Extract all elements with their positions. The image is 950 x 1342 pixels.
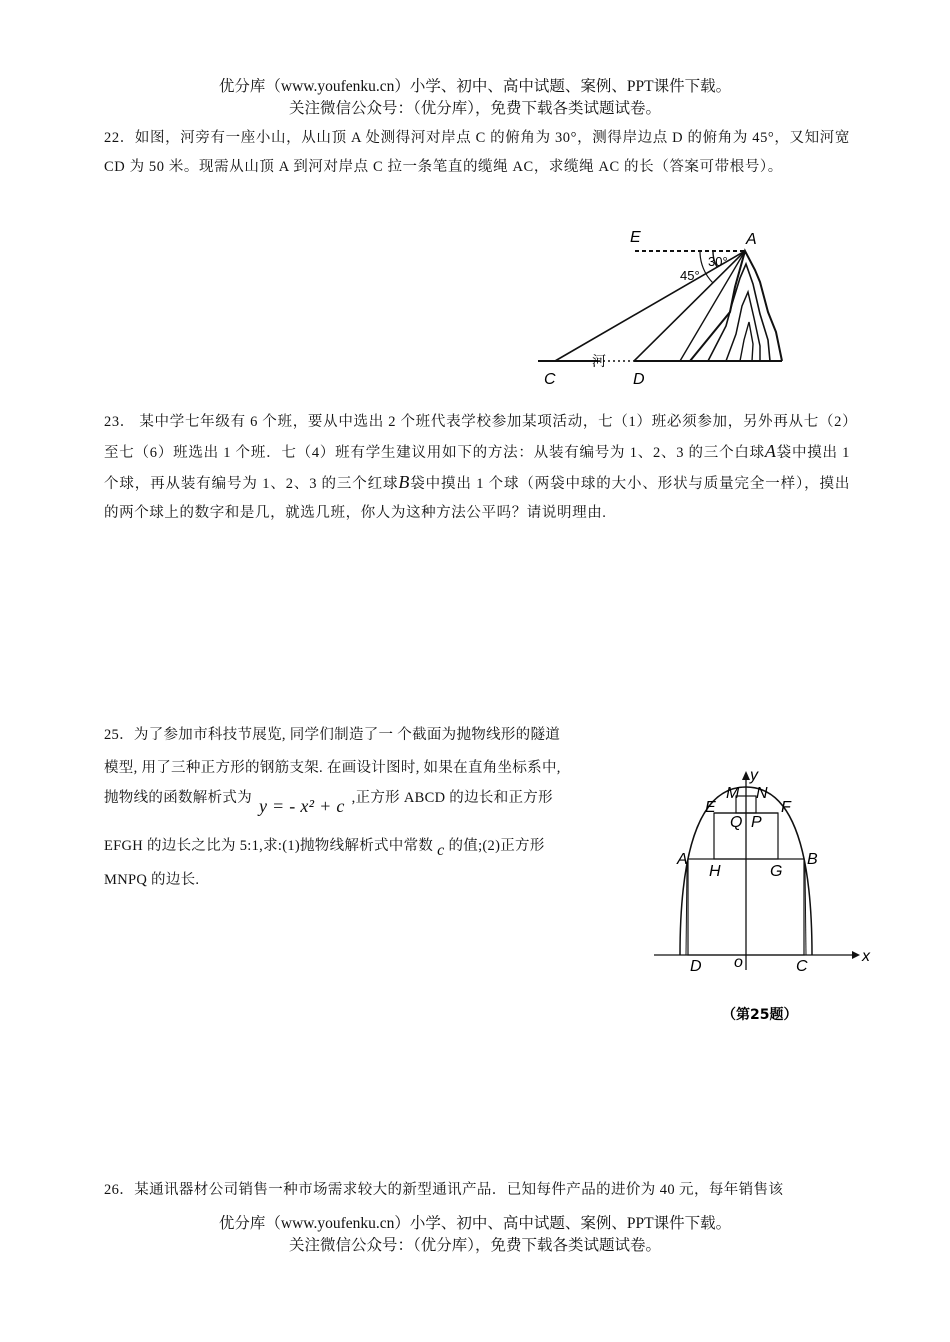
label-D25: D xyxy=(690,958,702,975)
label-C: C xyxy=(544,371,556,388)
question-25-line-2: 模型, 用了三种正方形的钢筋支架. 在画设计图时, 如果在直角坐标系中, xyxy=(104,760,561,776)
label-D: D xyxy=(633,371,645,388)
label-H: H xyxy=(709,863,721,880)
label-G: G xyxy=(770,863,783,880)
question-22-figure xyxy=(530,222,800,392)
river-label: 河 xyxy=(592,354,606,370)
label-E: E xyxy=(630,229,641,246)
variable-A: A xyxy=(764,441,777,461)
question-23-part-b: 袋中摸出 1 个球，再从装有编号为 1、2、3 的三个红球 xyxy=(104,445,850,492)
question-25-line-4 xyxy=(104,834,545,859)
label-N: N xyxy=(756,785,768,802)
label-x: x xyxy=(862,948,870,965)
question-23-part-a: 23． 某中学七年级有 6 个班，要从中选出 2 个班代表学校参加某项活动，七（1）班必须参加，另外再从七（2）至七（6）班选出 1 个班．七（4）班有学生建议用如下的方法：从装有编号为 1、2、3 的三个白球 xyxy=(104,414,850,461)
question-25-line-4a: EFGH 的边长之比为 5:1,求:(1)抛物线解析式中常数 xyxy=(104,838,434,854)
parabola-formula: y = - x² + c xyxy=(258,796,345,816)
label-Q: Q xyxy=(730,814,743,831)
header-line-2: 关注微信公众号：（优分库），免费下载各类试题试卷。 xyxy=(288,100,661,117)
label-B25: B xyxy=(807,851,818,868)
question-25-line-3 xyxy=(104,786,553,816)
angle-45-label: 45° xyxy=(680,268,700,283)
label-C25: C xyxy=(796,958,808,975)
question-25-line-5: MNPQ 的边长. xyxy=(104,872,200,888)
variable-B: B xyxy=(398,472,411,492)
label-A25: A xyxy=(677,851,688,868)
footer-line-1: 优分库（www.youfenku.cn）小学、初中、高中试题、案例、PPT课件下载。 xyxy=(218,1215,732,1232)
question-25-line-3a: 抛物线的函数解析式为 xyxy=(104,790,252,806)
variable-c: c xyxy=(437,842,445,859)
question-25-line-1: 25．为了参加市科技节展览, 同学们制造了一 个截面为抛物线形的隧道 xyxy=(104,727,561,743)
question-25-figure xyxy=(650,765,875,1030)
header-line-1: 优分库（www.youfenku.cn）小学、初中、高中试题、案例、PPT课件下载。 xyxy=(218,78,732,95)
label-M: M xyxy=(726,785,740,802)
question-23-text xyxy=(104,408,850,528)
label-F: F xyxy=(781,799,791,816)
question-22-text: 22．如图，河旁有一座小山，从山顶 A 处测得河对岸点 C 的俯角为 30°，测得岸边点 D 的俯角为 45°，又知河宽 CD 为 50 米。现需从山顶 A 到河对岸点 C 拉一条笔直的缆绳 AC，求缆绳 AC 的长（答案可带根号）。 xyxy=(104,130,850,175)
label-A: A xyxy=(746,231,757,248)
label-P: P xyxy=(751,814,762,831)
angle-30-label: 30° xyxy=(708,254,728,269)
question-25-line-3b: ,正方形 ABCD 的边长和正方形 xyxy=(351,790,553,806)
question-25-line-4b: 的值;(2)正方形 xyxy=(448,838,545,854)
footer-line-2: 关注微信公众号：（优分库），免费下载各类试题试卷。 xyxy=(288,1237,661,1254)
figure-25-caption: （第25题） xyxy=(722,1007,798,1023)
label-o: o xyxy=(734,954,743,971)
question-26-text: 26．某通讯器材公司销售一种市场需求较大的新型通讯产品．已知每件产品的进价为 40 元，每年销售该 xyxy=(104,1182,784,1198)
label-y: y xyxy=(750,767,758,784)
question-23-part-c: 袋中摸出 1 个球（两袋中球的大小、形状与质量完全一样），摸出的两个球上的数字和是几，就选几班，你人为这种方法公平吗？请说明理由. xyxy=(104,476,850,521)
label-E25: E xyxy=(705,799,716,816)
